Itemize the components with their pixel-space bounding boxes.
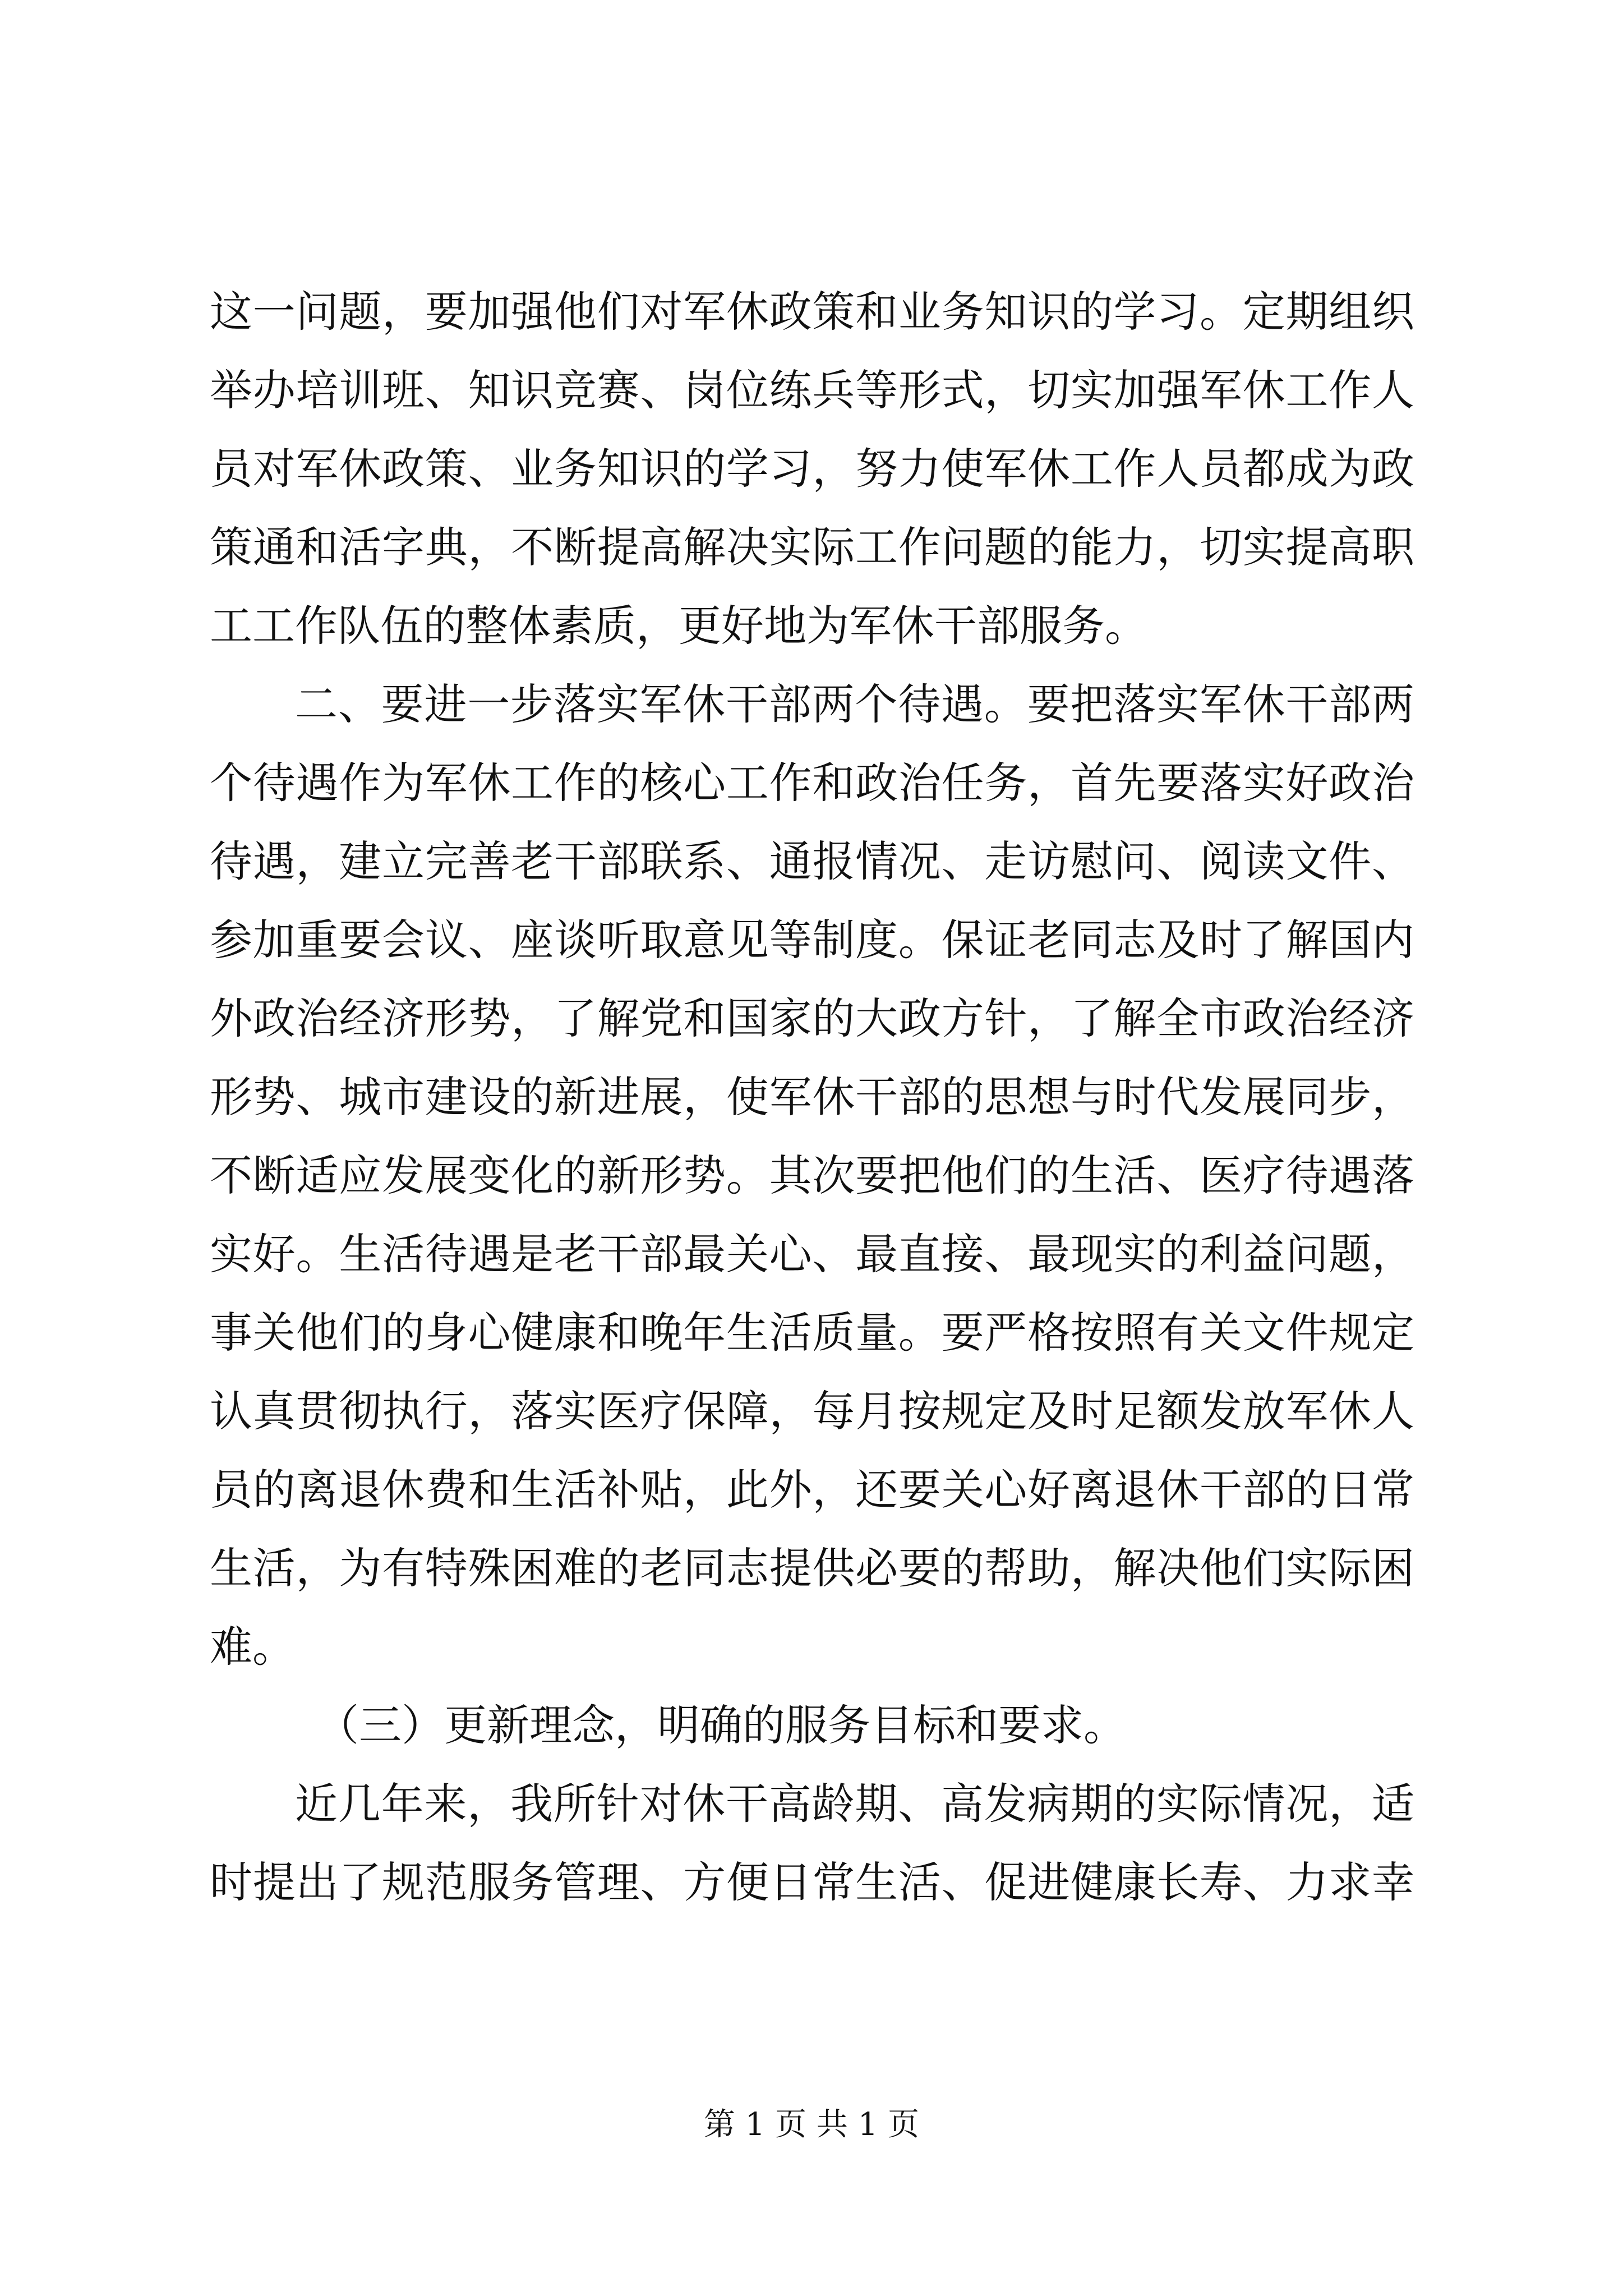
text-line: 外政治经济形势，了解党和国家的大政方针，了解全市政治经济	[210, 993, 1414, 1043]
text-line: 工工作队伍的整体素质，更好地为军休干部服务。	[210, 601, 1147, 651]
paragraph-start-line: 近几年来，我所针对休干高龄期、高发病期的实际情况，适	[295, 1779, 1414, 1829]
text-line: 不断适应发展变化的新形势。其次要把他们的生活、医疗待遇落	[210, 1151, 1414, 1200]
text-line: 实好。生活待遇是老干部最关心、最直接、最现实的利益问题，	[210, 1229, 1414, 1279]
text-line: 时提出了规范服务管理、方便日常生活、促进健康长寿、力求幸	[210, 1857, 1414, 1907]
text-line: 形势、城市建设的新进展，使军休干部的思想与时代发展同步，	[210, 1072, 1414, 1122]
text-line: 生活，为有特殊困难的老同志提供必要的帮助，解决他们实际困	[210, 1543, 1414, 1593]
page-number-footer: 第 1 页 共 1 页	[703, 2106, 920, 2143]
text-line: 举办培训班、知识竞赛、岗位练兵等形式，切实加强军休工作人	[210, 365, 1414, 415]
section-heading: （三）更新理念，明确的服务目标和要求。	[316, 1700, 1126, 1750]
text-line: 员的离退休费和生活补贴，此外，还要关心好离退休干部的日常	[210, 1465, 1414, 1515]
text-line: 策通和活字典，不断提高解决实际工作问题的能力，切实提高职	[210, 522, 1414, 572]
text-line: 待遇，建立完善老干部联系、通报情况、走访慰问、阅读文件、	[210, 836, 1414, 886]
text-line: 这一问题，要加强他们对军休政策和业务知识的学习。定期组织	[210, 287, 1414, 337]
document-body	[210, 273, 1414, 1922]
text-line: 员对军休政策、业务知识的学习，努力使军休工作人员都成为政	[210, 444, 1414, 494]
text-line: 难。	[210, 1622, 295, 1672]
text-line: 个待遇作为军休工作的核心工作和政治任务，首先要落实好政治	[210, 758, 1414, 808]
text-line: 事关他们的身心健康和晚年生活质量。要严格按照有关文件规定	[210, 1308, 1414, 1358]
text-line: 认真贯彻执行，落实医疗保障，每月按规定及时足额发放军休人	[210, 1386, 1414, 1436]
text-line: 参加重要会议、座谈听取意见等制度。保证老同志及时了解国内	[210, 915, 1414, 965]
paragraph-start-line: 二、要进一步落实军休干部两个待遇。要把落实军休干部两	[295, 679, 1414, 729]
